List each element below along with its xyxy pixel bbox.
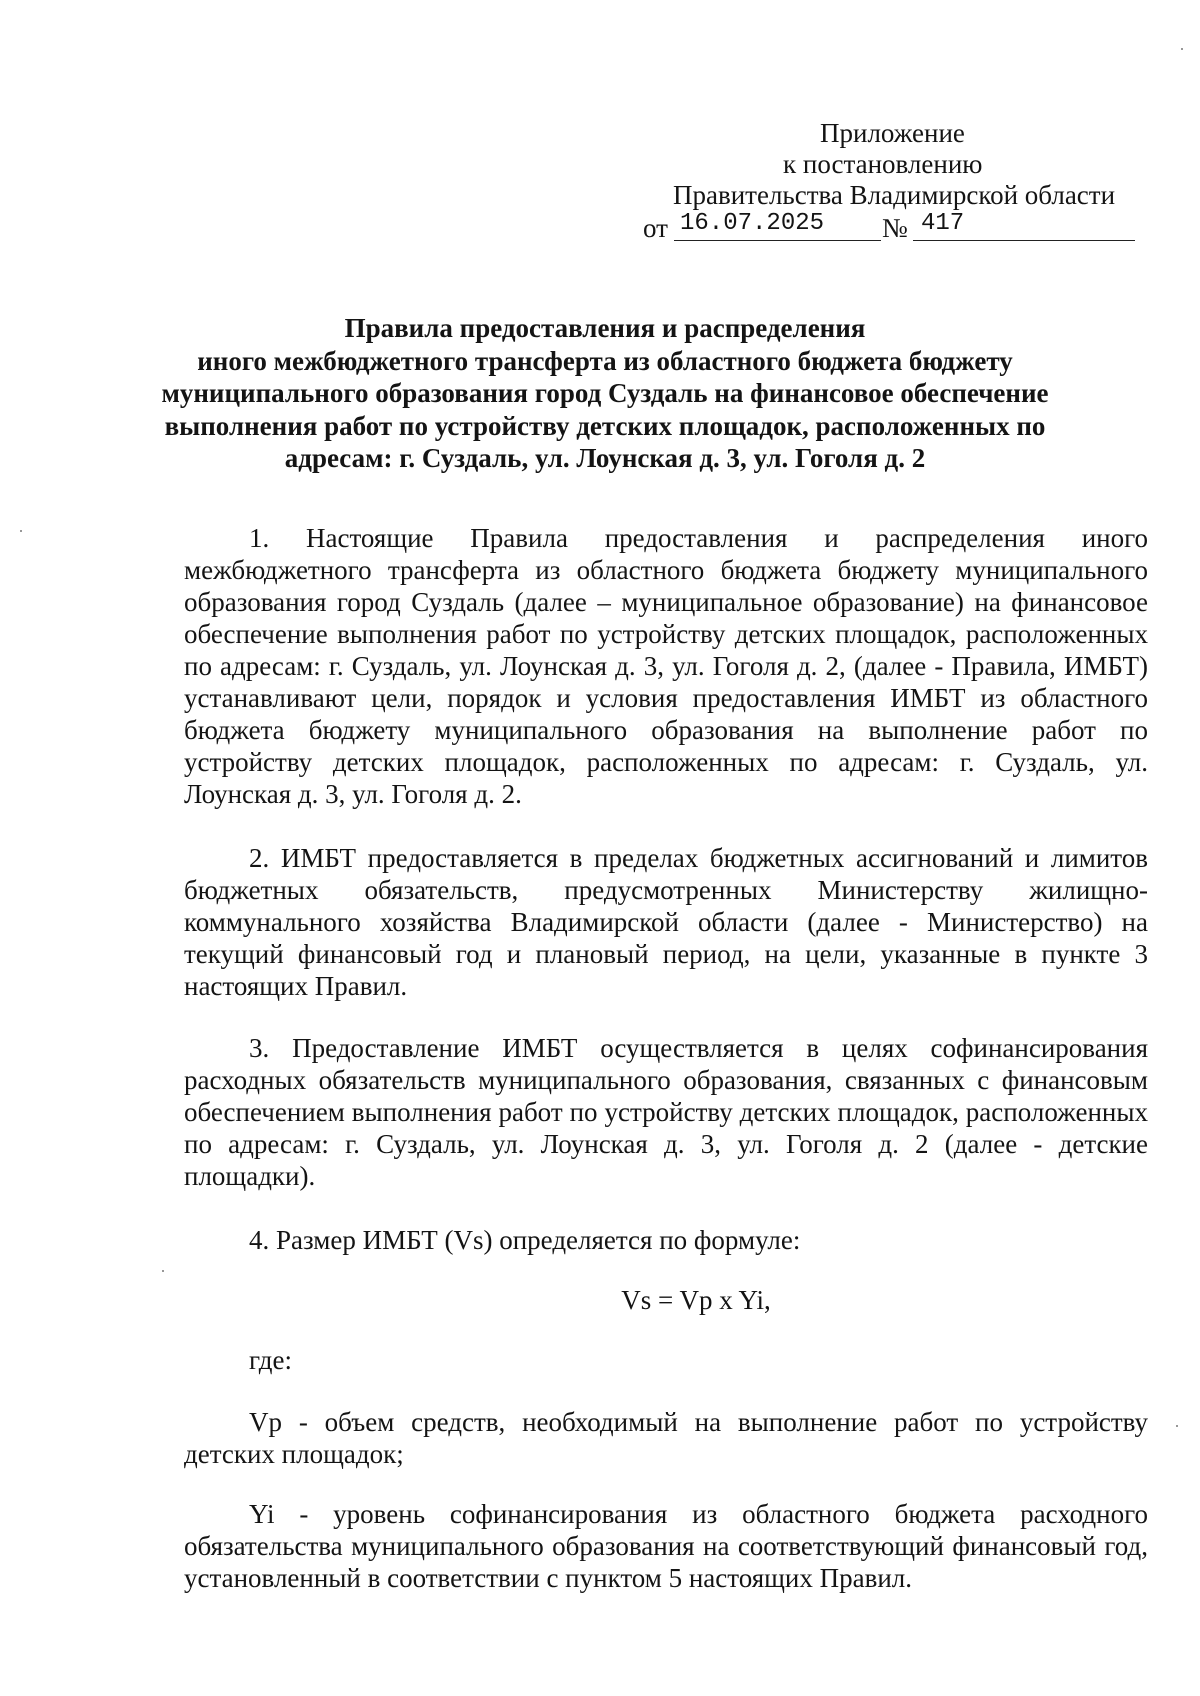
document-body xyxy=(184,522,1148,1594)
formula-where-label: где: xyxy=(249,1345,292,1375)
title-line: муниципального образования город Суздаль на финансовое обеспечение xyxy=(161,378,1049,408)
annex-date-number-row xyxy=(643,211,1160,247)
scan-speck xyxy=(1176,1425,1178,1427)
title-line: выполнения работ по устройству детских площадок, расположенных по xyxy=(164,410,1046,441)
resolution-date: 16.07.2025 xyxy=(674,211,881,241)
scan-speck xyxy=(20,530,22,532)
scan-speck xyxy=(1181,48,1183,50)
annex-title: Приложение xyxy=(820,118,965,148)
definition-vp: Vp - объем средств, необходимый на выполнение работ по устройству детских площадок; xyxy=(184,1407,1148,1469)
annex-subtitle: к постановлению xyxy=(783,149,983,179)
definition-yi: Yi - уровень софинансирования из областного бюджета расходного обязательства муниципального образования на соответствующий финансовый год, установленный в соответствии с пунктом 5 настоящих Правил. xyxy=(184,1499,1148,1593)
document-title xyxy=(150,312,1060,475)
formula: Vs = Vp x Yi, xyxy=(621,1285,771,1315)
date-prefix: от xyxy=(643,213,668,243)
paragraph-4: 4. Размер ИМБТ (Vs) определяется по формуле: xyxy=(249,1225,801,1255)
annex-issuer: Правительства Владимирской области xyxy=(673,180,1116,210)
paragraph-1: 1. Настоящие Правила предоставления и распределения иного межбюджетного трансферта из областного бюджета бюджету муниципального образования город Суздаль (далее – муниципальное образование) на финансовое обеспечение выполнения работ по устройству детских площадок, расположенных по адресам: г. Суздаль, ул. Лоунская д. 3, ул. Гоголя д. 2, (далее - Правила, ИМБТ) устанавливают цели, порядок и условия предоставления ИМБТ из областного бюджета бюджету муниципального образования на выполнение работ по устройству детских площадок, расположенных по адресам: г. Суздаль, ул. Лоунская д. 3, ул. Гоголя д. 2. xyxy=(184,523,1148,809)
title-line: Правила предоставления и распределения xyxy=(344,313,866,343)
number-sign: № xyxy=(882,213,908,243)
paragraph-2: 2. ИМБТ предоставляется в пределах бюджетных ассигнований и лимитов бюджетных обязательств, предусмотренных Министерству жилищно-коммунального хозяйства Владимирской области (далее - Министерство) на текущий финансовый год и плановый период, на цели, указанные в пункте 3 настоящих Правил. xyxy=(184,843,1148,1001)
resolution-number: 417 xyxy=(913,211,1135,241)
paragraph-3: 3. Предоставление ИМБТ осуществляется в целях софинансирования расходных обязательств муниципального образования, связанных с финансовым обеспечением выполнения работ по устройству детских площадок, расположенных по адресам: г. Суздаль, ул. Лоунская д. 3, ул. Гоголя д. 2 (далее - детские площадки). xyxy=(184,1033,1148,1191)
title-line: адресам: г. Суздаль, ул. Лоунская д. 3, ул. Гоголя д. 2 xyxy=(284,443,926,473)
title-line: иного межбюджетного трансферта из областного бюджета бюджету xyxy=(197,345,1013,376)
scan-speck xyxy=(162,1270,164,1272)
annex-header xyxy=(643,118,1160,247)
